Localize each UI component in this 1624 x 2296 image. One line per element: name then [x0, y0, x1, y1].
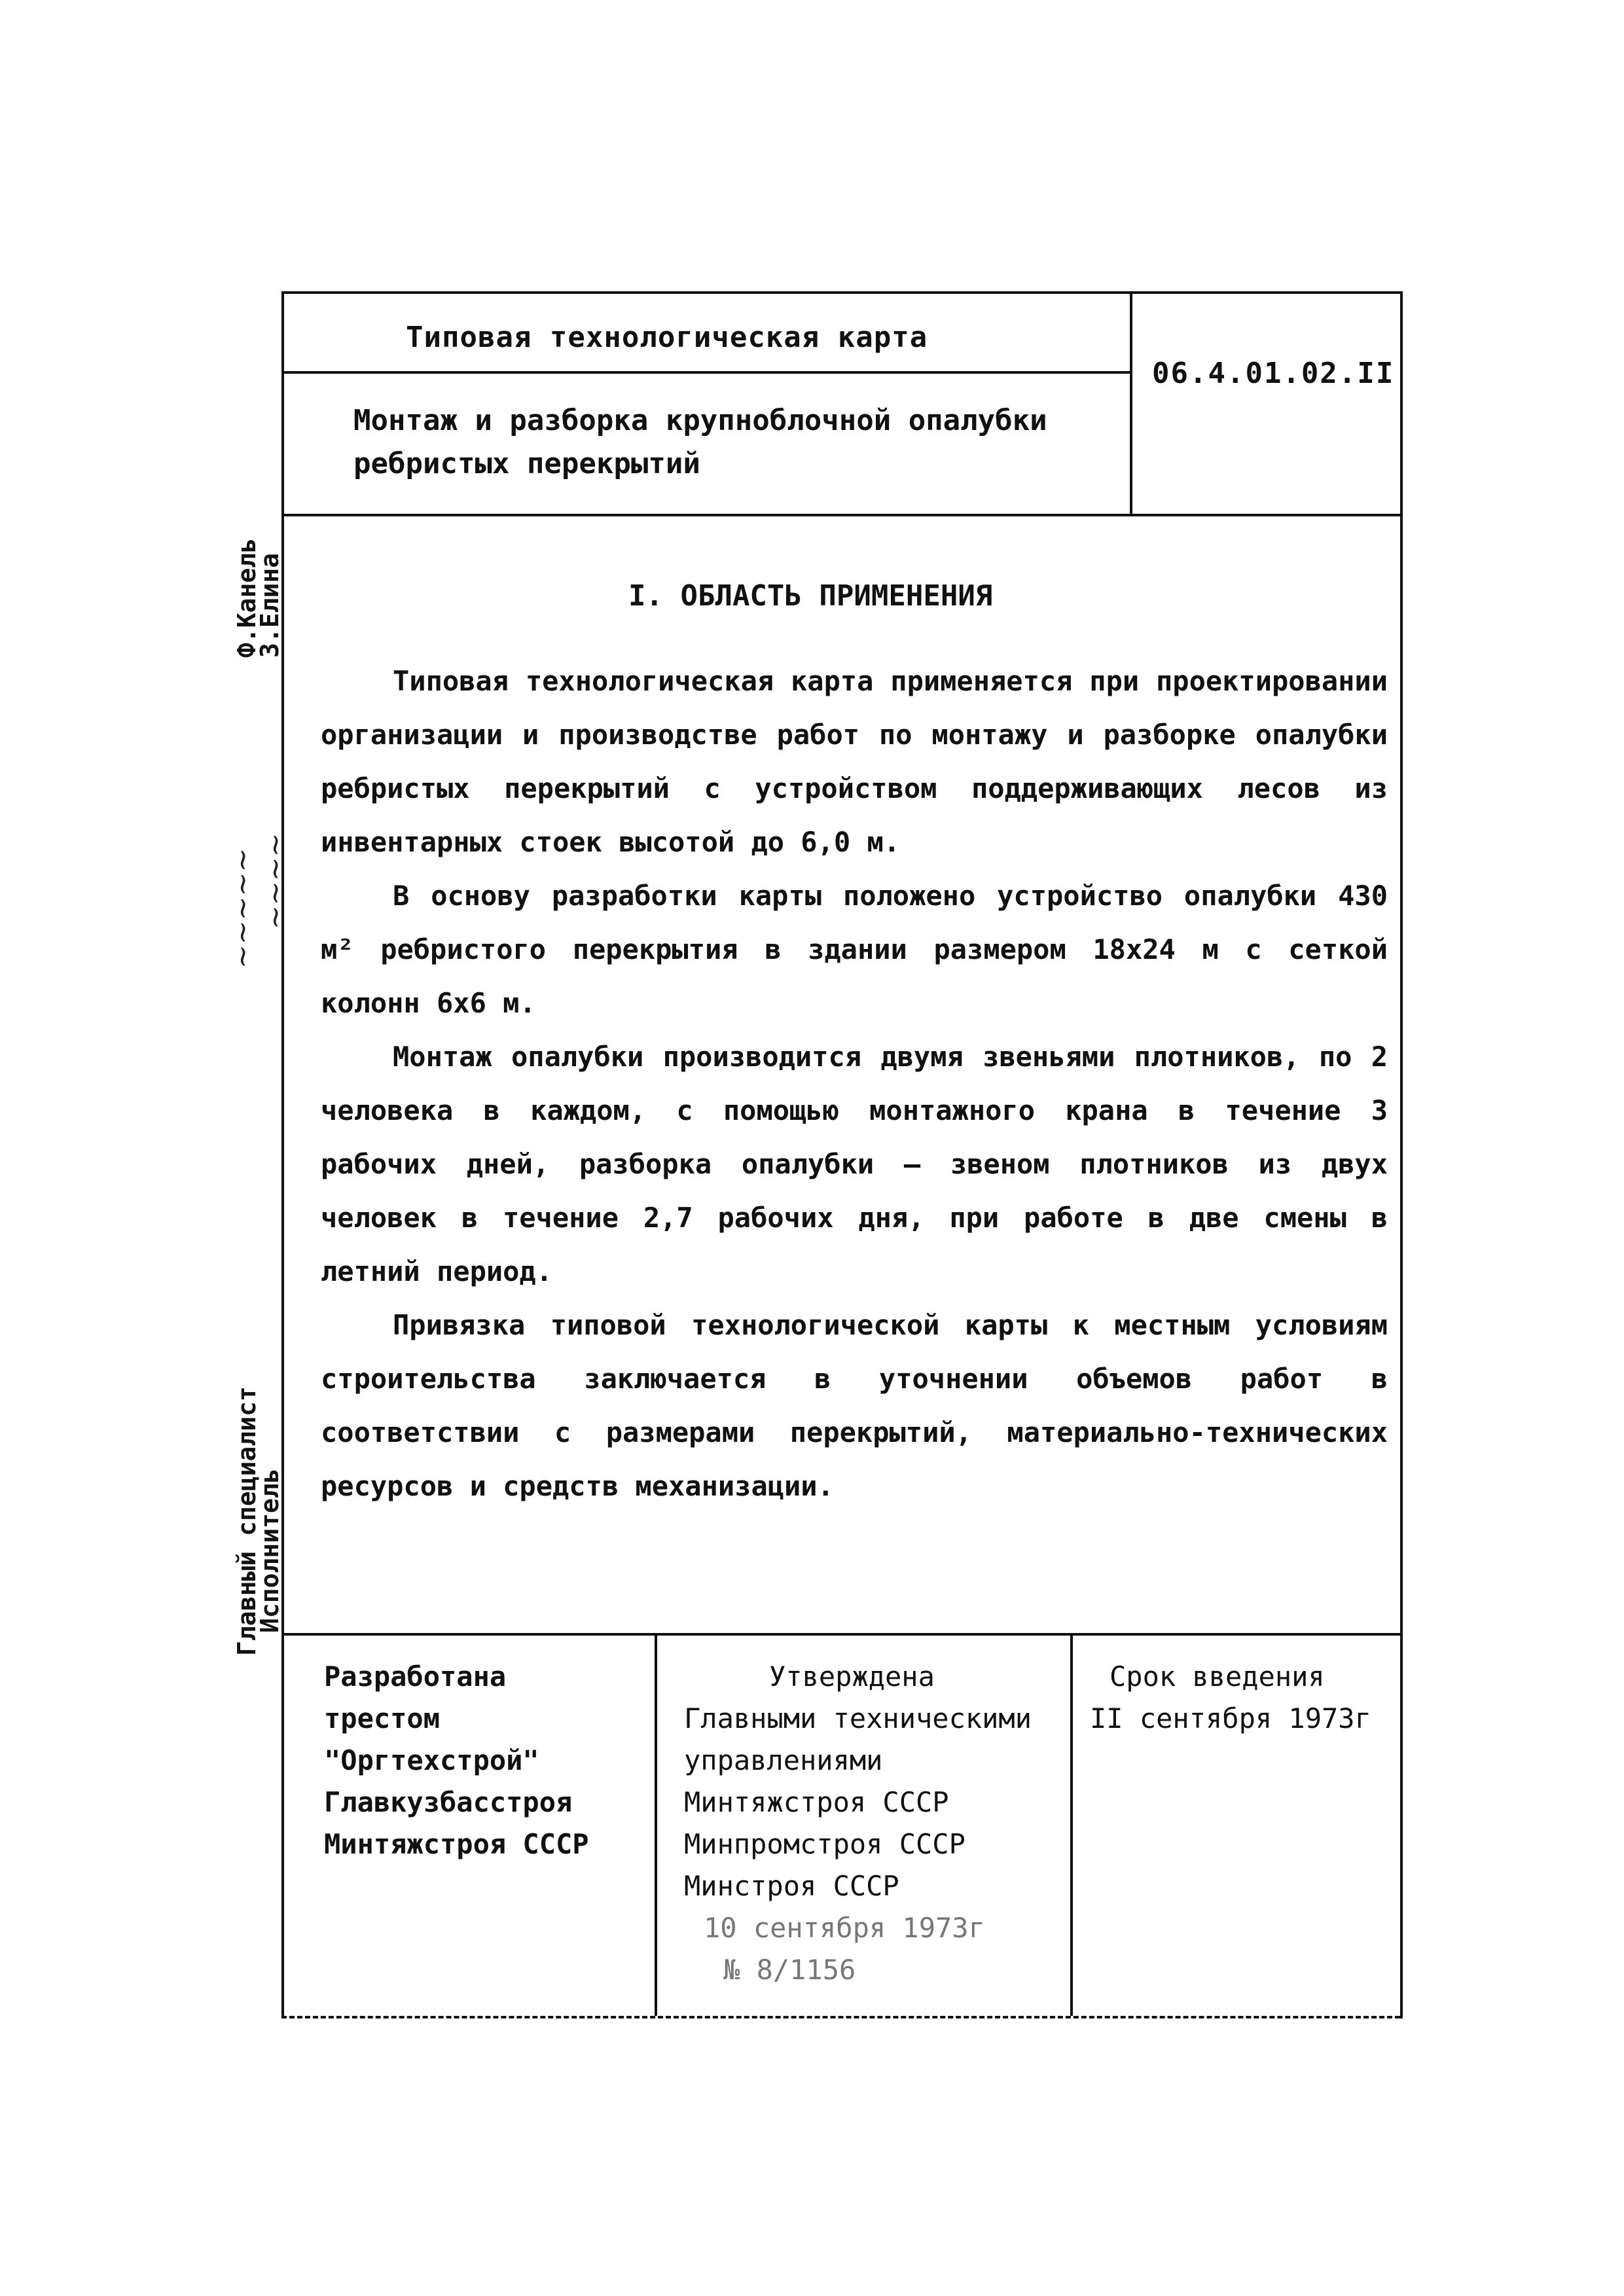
footer-top-line — [281, 1633, 1400, 1636]
effective-block — [1090, 1656, 1371, 1740]
paragraph-3: Монтаж опалубки производится двумя звеньями плотников, по 2 человека в каждом, с помощью монтажного крана в течение 3 рабочих дней, разборка опалубки – звеном плотников из двух человек в течение 2,7 рабочих дня, при работе в две смены в летний период. — [321, 1041, 1388, 1287]
header-bottom-line — [281, 514, 1400, 516]
paragraph-4: Привязка типовой технологической карты к местным условиям строительства заключается в уточнении объемов работ в соответствии с размерами перекрытий, материально-технических ресурсов и средств механизации. — [321, 1309, 1388, 1502]
card-subject-line-1: Монтаж и разборка крупноблочной опалубки — [353, 404, 1047, 437]
effective-label: Срок введения — [1110, 1660, 1325, 1693]
footer-divider-2 — [1070, 1633, 1073, 2016]
footer-divider-1 — [655, 1633, 657, 2016]
code-cell-divider — [1130, 291, 1132, 516]
card-subject — [353, 399, 1074, 486]
section-body — [321, 655, 1388, 1513]
footer-bottom-line — [281, 2016, 1400, 2018]
card-subject-line-2: ребристых перекрытий — [353, 447, 700, 480]
card-code: 06.4.01.02.II — [1152, 357, 1395, 390]
section-title: I. ОБЛАСТЬ ПРИМЕНЕНИЯ — [628, 579, 993, 613]
approved-by-block: Утверждена Главными техническими управлениями Минтяжстроя СССР Минпромстроя СССР Минстроя СССР 10 сентября 1973г № 8/1156 — [684, 1656, 1032, 1991]
paragraph-2: В основу разработки карты положено устройство опалубки 430 м² ребристого перекрытия в здании размером 18х24 м с сеткой колонн 6х6 м. — [321, 880, 1388, 1019]
developed-by-block: Разработана трестом "Оргтехстрой" Главкузбасстроя Минтяжстроя СССР — [324, 1660, 589, 1860]
signature-1: ~~~~~ — [226, 848, 259, 969]
approval-date: 10 сентября 1973г — [704, 1912, 985, 1944]
header-divider — [281, 371, 1132, 374]
side-label-executor: Исполнитель — [255, 1468, 284, 1633]
effective-date: II сентября 1973г — [1090, 1702, 1371, 1734]
side-label-chief-specialist: Главный специалист — [232, 1386, 261, 1656]
signature-2: ~~~~ — [259, 833, 292, 929]
side-label-name-2: З.Елина — [255, 552, 284, 658]
paragraph-1: Типовая технологическая карта применяется при проектировании организации и производстве работ по монтажу и разборке опалубки ребристых перекрытий с устройством поддерживающих лесов из инвентарных стоек высотой до 6,0 м. — [321, 665, 1388, 858]
side-label-name-1: Ф.Канель — [232, 537, 261, 658]
card-type-title: Типовая технологическая карта — [406, 321, 928, 354]
approval-number: № 8/1156 — [723, 1954, 856, 1986]
